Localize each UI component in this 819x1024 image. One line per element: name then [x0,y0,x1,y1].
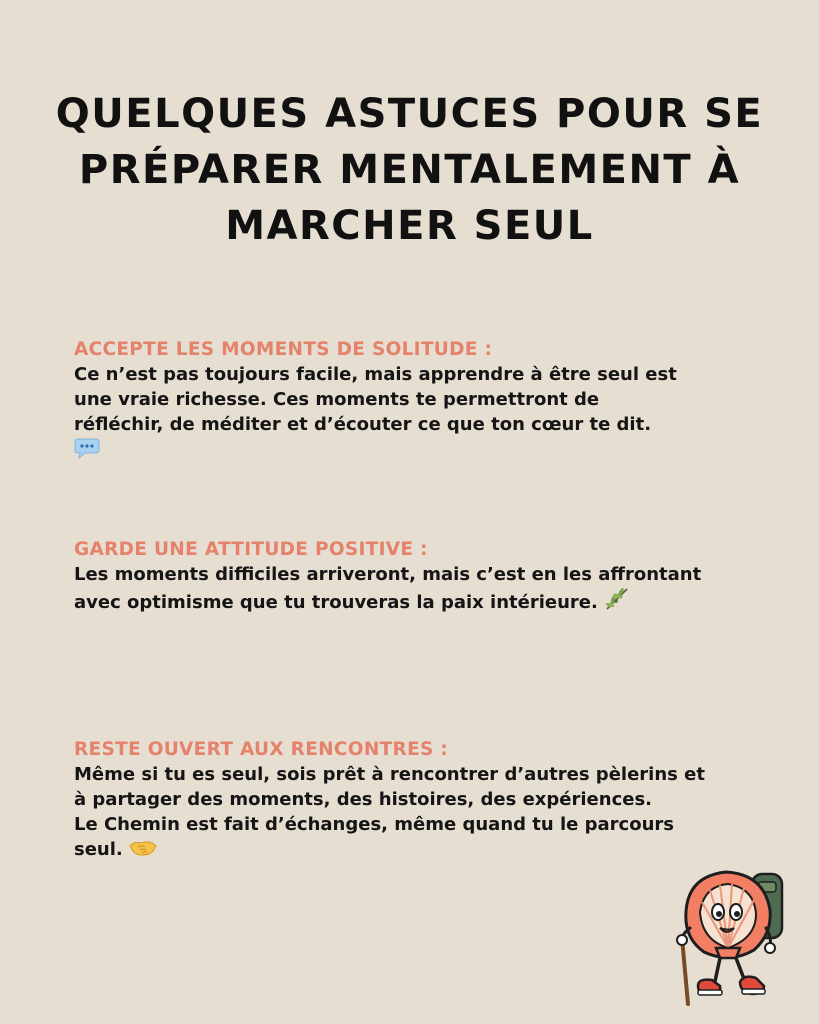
page-title: QUELQUES ASTUCES POUR SE PRÉPARER MENTALEMENT À MARCHER SEUL [55,91,764,249]
tip-line: Le Chemin est fait d’échanges, même quand tu le parcours [74,814,674,835]
tip-body [74,762,754,865]
tip-line: une vraie richesse. Ces moments te permettront de [74,389,600,410]
pilgrim-shell-mascot-icon [668,868,798,1008]
tip-heading: ACCEPTE LES MOMENTS DE SOLITUDE : [74,339,493,360]
tip-line: réfléchir, de méditer et d’écouter ce que ton cœur te dit. [74,414,652,435]
tip-line: seul. [74,839,123,860]
tip-body [74,562,754,618]
tip-line: Même si tu es seul, sois prêt à rencontrer d’autres pèlerins et [74,764,705,785]
tip-encounters [74,738,754,865]
tip-heading: RESTE OUVERT AUX RENCONTRES : [74,739,449,760]
speech-bubble-icon [74,437,100,466]
tip-solitude [74,338,754,466]
tip-positive [74,538,754,618]
tip-body [74,362,754,466]
tip-line: à partager des moments, des histoires, des expériences. [74,789,653,810]
tip-heading: GARDE UNE ATTITUDE POSITIVE : [74,539,428,560]
tip-line: Les moments difficiles arriveront, mais c’est en les affrontant [74,564,702,585]
tip-line: Ce n’est pas toujours facile, mais apprendre à être seul est [74,364,677,385]
olive-branch-icon [604,587,630,618]
handshake-icon [129,838,157,865]
tip-line: avec optimisme que tu trouveras la paix intérieure. [74,592,598,613]
